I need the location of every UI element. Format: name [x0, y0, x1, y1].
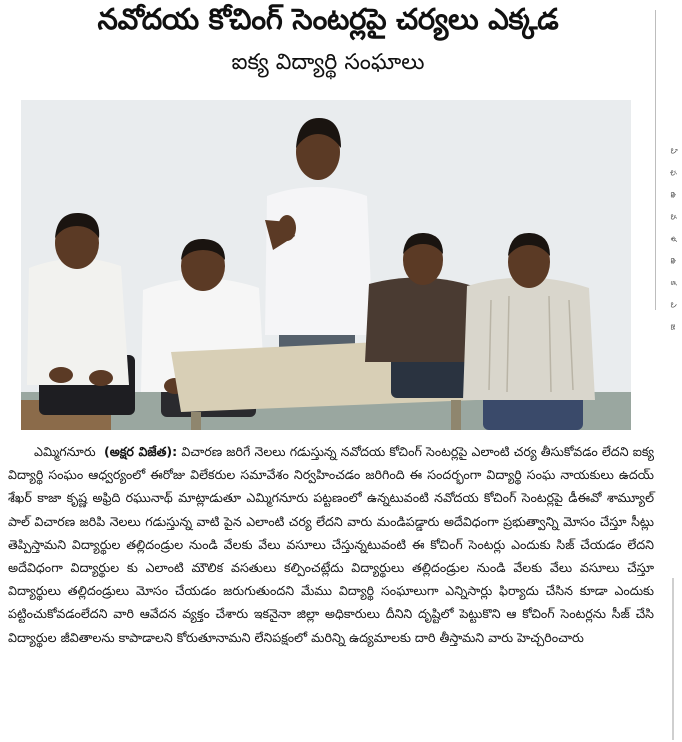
edge-glyph: జ: [669, 324, 678, 330]
column-divider: [655, 10, 656, 310]
edge-glyph: వ: [669, 214, 678, 220]
edge-glyph: ఉ: [669, 191, 678, 199]
edge-glyph: ఫ: [669, 170, 678, 176]
adjacent-column-fragment: [666, 140, 680, 370]
article-body-text: విచారణ జరిగే నెలలు గడుస్తున్న నవోదయ కోచింగ్ సెంటర్లపై ఎలాంటి చర్య తీసుకోవడం లేదని ఐక్య విద్యార్థి సంఘం ఆధ్వర్యంలో ఈరోజు విలేకరుల సమావేశం నిర్వహించడం జరిగింది ఈ సందర్భంగా విద్యార్థి సంఘ నాయకులు ఉదయ్ శేఖర్ కాజా కృష్ణ అఫ్రిది రఘునాథ్ మాట్లాడుతూ ఎమ్మిగనూరు పట్టణంలో ఉన్నటువంటి నవోదయ కోచింగ్ సెంటర్లపై డీఈవో శామ్యూల్ పాల్ విచారణ జరిపి నెలలు గడుస్తున్న వాటి పైన ఎలాంటి చర్య లేదని వారు మండిపడ్డారు అదేవిధంగా ప్రభుత్వాన్ని మోసం చేస్తూ సీట్లు తెప్పిస్తామని విద్యార్థుల తల్లిదండ్రుల నుండి వేలకు వేలు వసూలు చేస్తున్నటువంటి ఈ కోచింగ్ సెంటర్లు ఎందుకు సిజ్ చేయడం లేదని అదేవిధంగా విద్యార్థుల కు ఎలాంటి మౌలిక వసతులు కల్పించట్లేదు విద్యార్థులు తల్లిదండ్రుల నుండి వేలకు వేలు వసూలు చేస్తూ విద్యార్థులు తల్లిదండ్రులు మోసం చేయడం జరుగుతుందని మేము విద్యార్థి సంఘాలుగా ఎన్నిసార్లు ఫిర్యాదు చేసిన కూడా ఎందుకు పట్టించుకోవడంలేదని వారి ఆవేదన వ్యక్తం చేశారు ఇకనైనా జిల్లా అధికారులు దీనిని దృష్టిలో పెట్టుకొని ఆ కోచింగ్ సెంటర్లను సీజ్ చేసి విద్యార్థుల జీవితాలను కాపాడాలని కోరుతూనామని లేనిపక్షంలో మరిన్ని ఉద్యమాలకు దారి తీస్తామని వారు హెచ్చరించారు: [8, 444, 654, 645]
article-body: [8, 440, 654, 649]
edge-glyph: క: [669, 280, 678, 286]
adjacent-column-rule: [672, 578, 674, 740]
reporter-credit: (అక్షర విజేత):: [104, 444, 178, 459]
edge-glyph: ఎ: [669, 302, 678, 308]
press-meet-photo-drawing: [21, 100, 631, 430]
article-paragraph: [8, 440, 654, 649]
edge-glyph: ళ: [669, 236, 678, 242]
edge-glyph: ఉ: [669, 257, 678, 265]
edge-glyph: ఏ: [669, 148, 678, 154]
press-meet-photo: [21, 100, 631, 430]
subheadline: ఐక్య విద్యార్థి సంఘాలు: [231, 50, 425, 75]
dateline: ఎమ్మిగనూరు: [34, 444, 96, 459]
headline: నవోదయ కోచింగ్ సెంటర్లపై చర్యలు ఎక్కడ: [97, 2, 559, 36]
